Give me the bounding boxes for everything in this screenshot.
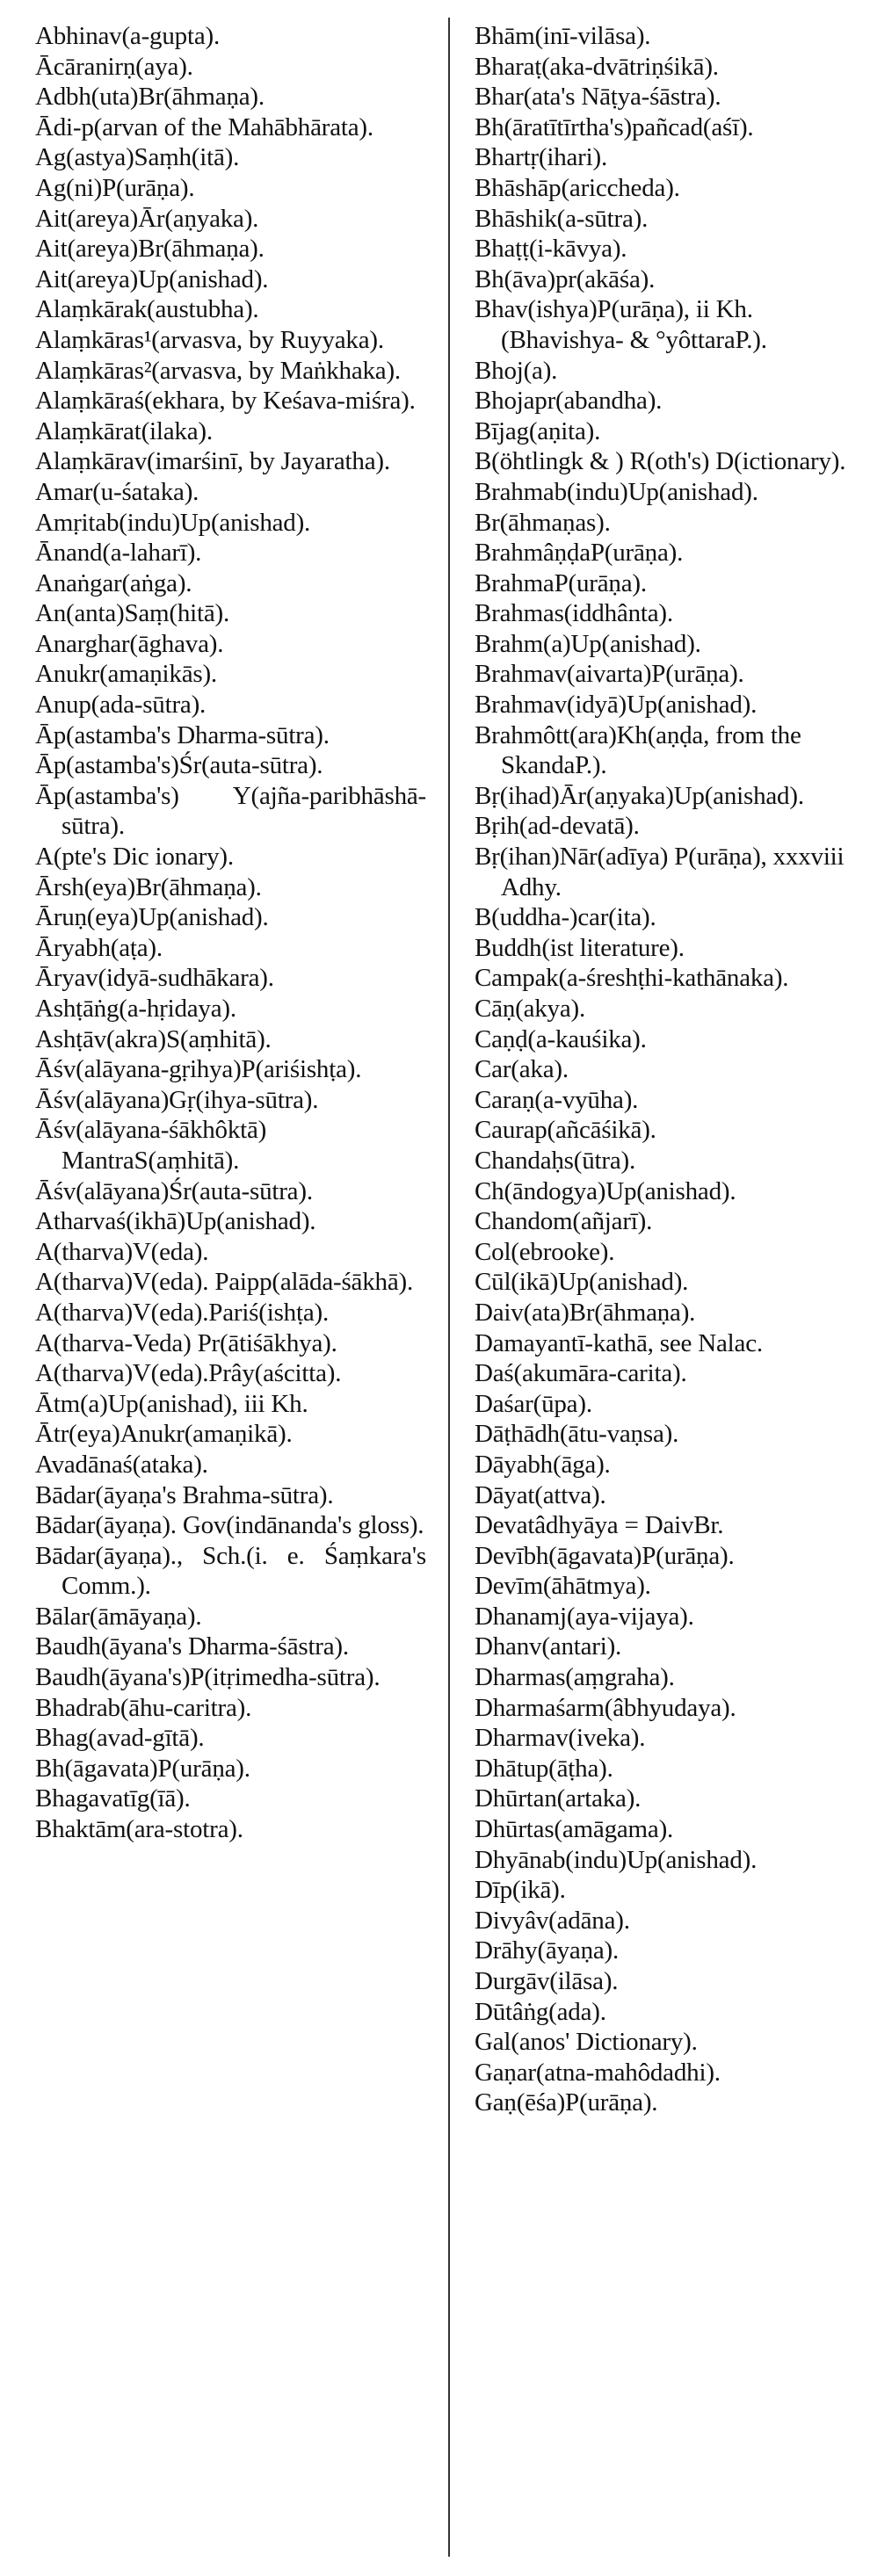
abbreviation-entry: B(uddha-)car(ita).: [475, 903, 656, 932]
abbreviation-entry: Bhaktām(ara-stotra).: [35, 1815, 243, 1844]
abbreviation-entry: Brahmav(aivarta)P(urāṇa).: [475, 660, 744, 689]
abbreviation-entry: Ag(ni)P(urāṇa).: [35, 173, 195, 202]
abbreviation-entry: Br(āhmaṇas).: [475, 508, 611, 537]
abbreviation-entry: Devatâdhyāya = DaivBr.: [475, 1511, 724, 1540]
abbreviation-entry: Āśv(alāyana)Gṛ(ihya-sūtra).: [35, 1085, 319, 1114]
abbreviation-entry: Bhaṭṭ(i-kāvya).: [475, 235, 627, 264]
abbreviation-entry: Bhadrab(āhu-caritra).: [35, 1693, 252, 1722]
abbreviation-entry: Bhāshāp(ariccheda).: [475, 173, 680, 202]
abbreviation-entry: Āśv(alāyana)Śr(auta-sūtra).: [35, 1176, 313, 1205]
abbreviation-entry: Alaṃkārat(ilaka).: [35, 416, 213, 445]
column-divider: [448, 18, 450, 2557]
abbreviation-entry: Anarghar(āghava).: [35, 629, 224, 658]
abbreviation-entry: Bh(āva)pr(akāśa).: [475, 264, 656, 293]
abbreviation-entry: Ānand(a-laharī).: [35, 539, 202, 568]
abbreviation-entry: Āryav(idyā-sudhākara).: [35, 964, 274, 993]
abbreviation-entry: Bhartṛ(ihari).: [475, 143, 607, 172]
abbreviation-entry: Drāhy(āyaṇa).: [475, 1936, 620, 1965]
abbreviation-entry: A(tharva-Veda) Pr(ātiśākhya).: [35, 1328, 337, 1357]
abbreviation-entry: Divyâv(adāna).: [475, 1906, 630, 1935]
abbreviation-entry: Amar(u-śataka).: [35, 477, 199, 506]
abbreviation-entry: Ācāranirṇ(aya).: [35, 52, 193, 81]
abbreviation-entry: Āśv(alāyana-gṛihya)P(ariśishṭa).: [35, 1055, 362, 1084]
abbreviation-entry: Bādar(āyaṇa)., Sch.(i. e. Śaṃkara's Comm.).: [35, 1541, 426, 1601]
abbreviation-entry: A(tharva)V(eda).: [35, 1237, 209, 1266]
abbreviation-entry: Dhanamj(aya-vijaya).: [475, 1602, 694, 1631]
abbreviation-entry: Bhav(ishya)P(urāṇa), ii Kh. (Bhavishya- & °yôttaraP.).: [475, 295, 767, 354]
abbreviation-entry: Bhojapr(abandha).: [475, 387, 663, 416]
abbreviation-entry: Gaṇ(ēśa)P(urāṇa).: [475, 2088, 658, 2117]
abbreviation-entry: Dāṭhādh(ātu-vaṇsa).: [475, 1420, 679, 1449]
abbreviation-entry: Alaṃkāras²(arvasva, by Maṅkhaka).: [35, 356, 401, 385]
abbreviation-entry: Alaṃkārak(austubha).: [35, 295, 259, 324]
abbreviation-entry: A(tharva)V(eda).Pariś(ishṭa).: [35, 1298, 330, 1327]
abbreviation-entry: Dhyānab(indu)Up(anishad).: [475, 1845, 758, 1874]
abbreviation-entry: Chandaḥs(ūtra).: [475, 1146, 636, 1175]
abbreviation-entry: A(pte's Dic ionary).: [35, 843, 234, 872]
abbreviation-entry: Bhoj(a).: [475, 356, 558, 385]
abbreviation-entry: Devīm(āhātmya).: [475, 1572, 651, 1601]
abbreviation-entry: Ch(āndogya)Up(anishad).: [475, 1176, 736, 1205]
abbreviation-entry: Chandom(añjarī).: [475, 1207, 653, 1236]
abbreviation-entry: Ātr(eya)Anukr(amaṇikā).: [35, 1420, 293, 1449]
abbreviation-entry: Anaṅgar(aṅga).: [35, 568, 192, 597]
abbreviation-entry: Alaṃkārav(imarśinī, by Jayaratha).: [35, 447, 390, 476]
abbreviation-entry: Bhag(avad-gītā).: [35, 1724, 205, 1753]
abbreviation-entry: BrahmaP(urāṇa).: [475, 568, 647, 597]
abbreviation-entry: BrahmâṇḍaP(urāṇa).: [475, 539, 684, 568]
abbreviation-entry: Anukr(amaṇikās).: [35, 660, 217, 689]
abbreviation-entry: An(anta)Saṃ(hitā).: [35, 599, 230, 628]
abbreviation-entry: Bṛ(ihan)Nār(adīya) P(urāṇa), xxxviii Adhy.: [475, 843, 845, 901]
abbreviation-entry: Āryabh(aṭa).: [35, 933, 163, 962]
abbreviation-entry: Bālar(āmāyaṇa).: [35, 1602, 202, 1631]
abbreviation-entry: Brahm(a)Up(anishad).: [475, 629, 701, 658]
abbreviation-entry: Ashṭāṅg(a-hṛidaya).: [35, 995, 236, 1023]
abbreviation-entry: Ait(areya)Ār(aṇyaka).: [35, 204, 259, 233]
abbreviation-entry: Dāyat(attva).: [475, 1480, 606, 1509]
abbreviation-entry: Brahmas(iddhânta).: [475, 599, 673, 628]
abbreviation-entry: Bṛ(ihad)Ār(aṇyaka)Up(anishad).: [475, 781, 804, 810]
abbreviation-entry: Car(aka).: [475, 1055, 569, 1084]
abbreviation-entry: Bh(āratītīrtha's)pañcad(aśī).: [475, 112, 754, 141]
abbreviation-entry: Ashṭāv(akra)S(aṃhitā).: [35, 1024, 272, 1053]
abbreviation-entry: Dhātup(āṭha).: [475, 1754, 613, 1783]
abbreviation-entry: Caurap(añcāśikā).: [475, 1116, 656, 1145]
abbreviation-entry: Amṛitab(indu)Up(anishad).: [35, 508, 311, 537]
abbreviation-entry: Avadānaś(ataka).: [35, 1450, 208, 1479]
abbreviation-entry: Āp(astamba's) Y(ajña-paribhāshā-sūtra).: [35, 781, 426, 841]
abbreviation-entry: Ait(areya)Br(āhmaṇa).: [35, 235, 265, 264]
abbreviation-entry: A(tharva)V(eda). Paipp(alāda-śākhā).: [35, 1268, 413, 1297]
abbreviation-entry: Āp(astamba's Dharma-sūtra).: [35, 720, 330, 749]
right-entry-list: [475, 21, 852, 2118]
abbreviation-entry: Bharaṭ(aka-dvātriṇśikā).: [475, 52, 719, 81]
abbreviation-entry: Ait(areya)Up(anishad).: [35, 264, 269, 293]
abbreviation-entry: Bādar(āyaṇa). Gov(indānanda's gloss).: [35, 1511, 424, 1540]
abbreviation-entry: Abhinav(a-gupta).: [35, 22, 220, 50]
abbreviation-entry: Ādi-p(arvan of the Mahābhārata).: [35, 112, 373, 141]
abbreviation-entry: Damayantī-kathā, see Nalac.: [475, 1328, 763, 1357]
abbreviation-entry: Ātm(a)Up(anishad), iii Kh.: [35, 1389, 308, 1418]
abbreviation-entry: Baudh(āyana's Dharma-śāstra).: [35, 1632, 349, 1661]
abbreviation-entry: Brahmav(idyā)Up(anishad).: [475, 691, 758, 720]
abbreviation-entry: Daś(akumāra-carita).: [475, 1359, 687, 1388]
abbreviation-entry: Daiv(ata)Br(āhmaṇa).: [475, 1298, 696, 1327]
abbreviation-entry: Brahmab(indu)Up(anishad).: [475, 477, 758, 506]
abbreviation-entry: A(tharva)V(eda).Prây(aścitta).: [35, 1359, 342, 1388]
abbreviation-entry: Bhar(ata's Nāṭya-śāstra).: [475, 83, 721, 112]
abbreviation-entry: Anup(ada-sūtra).: [35, 691, 207, 720]
abbreviation-entry: Āruṇ(eya)Up(anishad).: [35, 903, 269, 932]
abbreviation-entry: Adbh(uta)Br(āhmaṇa).: [35, 83, 265, 112]
abbreviation-entry: Bījag(aṇita).: [475, 416, 601, 445]
abbreviation-entry: Bādar(āyaṇa's Brahma-sūtra).: [35, 1480, 334, 1509]
abbreviation-entry: Buddh(ist literature).: [475, 933, 685, 962]
abbreviation-entry: Ag(astya)Saṃh(itā).: [35, 143, 240, 172]
abbreviation-entry: Ārsh(eya)Br(āhmaṇa).: [35, 872, 262, 901]
abbreviation-entry: B(öhtlingk & ) R(oth's) D(ictionary).: [475, 447, 846, 476]
right-column: [475, 21, 852, 2118]
abbreviation-entry: Devībh(āgavata)P(urāṇa).: [475, 1541, 735, 1570]
abbreviation-entry: Atharvaś(ikhā)Up(anishad).: [35, 1207, 316, 1236]
abbreviation-entry: Dharmas(aṃgraha).: [475, 1663, 675, 1692]
abbreviation-entry: Cāṇ(akya).: [475, 995, 586, 1023]
abbreviation-entry: Alaṃkāraś(ekhara, by Keśava-miśra).: [35, 387, 416, 416]
abbreviation-entry: Dharmaśarm(âbhyudaya).: [475, 1693, 736, 1722]
abbreviation-entry: Caraṇ(a-vyūha).: [475, 1085, 639, 1114]
abbreviation-entry: Durgāv(ilāsa).: [475, 1967, 619, 1995]
abbreviation-entry: Bṛih(ad-devatā).: [475, 812, 640, 841]
abbreviation-entry: Dīp(ikā).: [475, 1876, 566, 1905]
abbreviation-entry: Bhām(inī-vilāsa).: [475, 22, 651, 50]
abbreviation-entry: Āśv(alāyana-śākhôktā) MantraS(aṃhitā).: [35, 1116, 267, 1175]
abbreviation-entry: Dhūrtas(amāgama).: [475, 1815, 674, 1844]
abbreviation-entry: Cūl(ikā)Up(anishad).: [475, 1268, 689, 1297]
left-entry-list: [35, 21, 426, 1845]
abbreviation-entry: Caṇḍ(a-kauśika).: [475, 1024, 647, 1053]
abbreviation-entry: Bhagavatīg(īā).: [35, 1784, 191, 1813]
abbreviation-entry: Dharmav(iveka).: [475, 1724, 646, 1753]
abbreviation-entry: Dhanv(antari).: [475, 1632, 622, 1661]
abbreviation-entry: Dūtâṅg(ada).: [475, 1997, 606, 2026]
abbreviation-entry: Gaṇar(atna-mahôdadhi).: [475, 2058, 721, 2087]
abbreviation-entry: Bh(āgavata)P(urāṇa).: [35, 1754, 250, 1783]
abbreviation-entry: Alaṃkāras¹(arvasva, by Ruyyaka).: [35, 325, 384, 354]
abbreviation-entry: Āp(astamba's)Śr(auta-sūtra).: [35, 751, 323, 780]
abbreviation-entry: Daśar(ūpa).: [475, 1389, 592, 1418]
abbreviation-entry: Brahmôtt(ara)Kh(aṇḍa, from the SkandaP.).: [475, 720, 801, 780]
abbreviation-entry: Gal(anos' Dictionary).: [475, 2028, 698, 2057]
abbreviation-entry: Dāyabh(āga).: [475, 1450, 611, 1479]
abbreviation-entry: Baudh(āyana's)P(itṛimedha-sūtra).: [35, 1663, 381, 1692]
abbreviation-entry: Bhāshik(a-sūtra).: [475, 204, 649, 233]
abbreviation-entry: Dhūrtan(artaka).: [475, 1784, 642, 1813]
abbreviation-entry: Campak(a-śreshṭhi-kathānaka).: [475, 964, 789, 993]
abbreviation-entry: Col(ebrooke).: [475, 1237, 615, 1266]
left-column: [35, 21, 426, 1845]
